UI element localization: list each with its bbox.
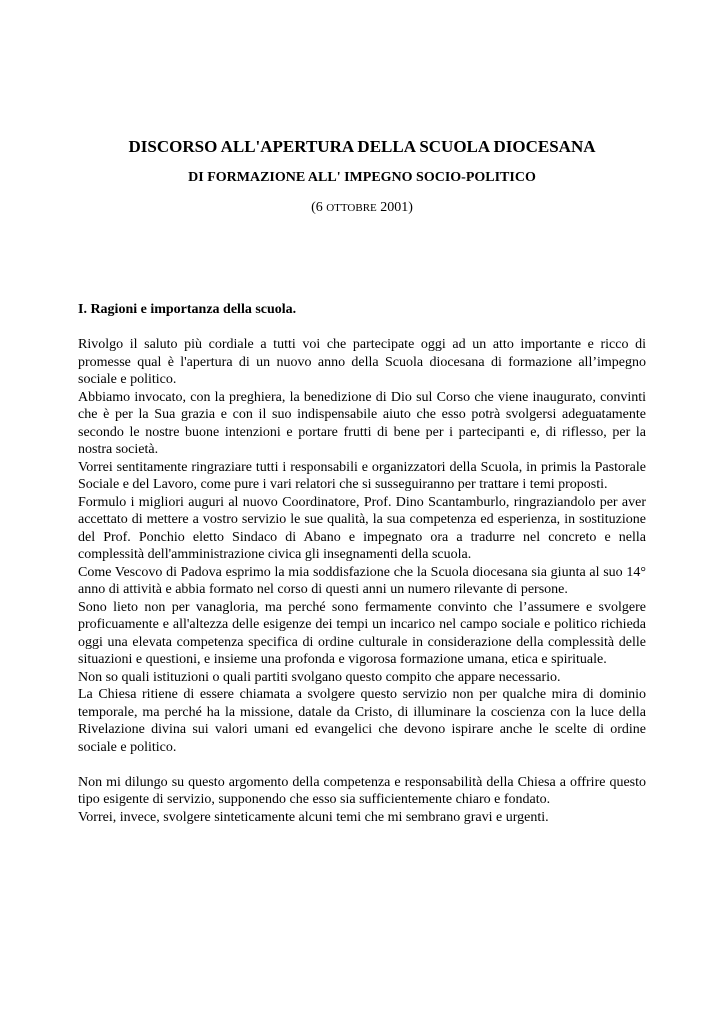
paragraph: Rivolgo il saluto più cordiale a tutti voi che partecipate oggi ad un atto importante e ricco di promesse qual è l'apertura di un nuovo anno della Scuola diocesana di formazione all’impegno sociale e politico. [78, 337, 646, 387]
paragraph: Non so quali istituzioni o quali partiti svolgano questo compito che appare necessario. [78, 669, 561, 685]
paragraph-spacer [78, 756, 646, 774]
date-open: (6 [311, 200, 327, 215]
document-title: DISCORSO ALL'APERTURA DELLA SCUOLA DIOCESANA [128, 137, 596, 156]
paragraph: Non mi dilungo su questo argomento della competenza e responsabilità della Chiesa a offrire questo tipo esigente di servizio, supponendo che esso sia sufficientemente chiaro e fondato. [78, 774, 646, 807]
document-subtitle: DI FORMAZIONE ALL' IMPEGNO SOCIO-POLITICO [188, 170, 536, 185]
body-text [78, 336, 646, 826]
date-close: 2001) [376, 200, 413, 215]
paragraph: Come Vescovo di Padova esprimo la mia soddisfazione che la Scuola diocesana sia giunta al suo 14° anno di attività e abbia formato nel corso di questi anni un numero rilevante di persone. [78, 564, 646, 597]
section-heading: I. Ragioni e importanza della scuola. [78, 302, 297, 317]
document-date [0, 200, 724, 216]
paragraph: Vorrei, invece, svolgere sinteticamente alcuni temi che mi sembrano gravi e urgenti. [78, 809, 549, 825]
paragraph: La Chiesa ritiene di essere chiamata a svolgere questo servizio non per qualche mira di dominio temporale, ma perché ha la missione, datale da Cristo, di illuminare la coscienza con la luce della Rivelazione divina sui valori umani ed evangelici che devono ispirare anche le scelte di ordine sociale e politico. [78, 687, 646, 755]
date-month: OTTOBRE [326, 202, 377, 214]
paragraph: Sono lieto non per vanagloria, ma perché sono fermamente convinto che l’assumere e svolgere proficuamente e all'altezza delle esigenze dei tempi un incarico nel campo sociale e politico richieda oggi una elevata competenza specifica di ordine culturale in considerazione della complessità delle situazioni e questioni, e insieme una profonda e vigorosa formazione umana, etica e spirituale. [78, 599, 646, 667]
paragraph: Vorrei sentitamente ringraziare tutti i responsabili e organizzatori della Scuola, in primis la Pastorale Sociale e del Lavoro, come pure i vari relatori che si susseguiranno per trattare i temi proposti. [78, 459, 646, 492]
paragraph: Formulo i migliori auguri al nuovo Coordinatore, Prof. Dino Scantamburlo, ringraziandolo per aver accettato di mettere a vostro servizio le sue qualità, la sua competenza ed esperienza, in sostituzione del Prof. Ponchio eletto Sindaco di Abano e impegnato ora a tradurre nel concreto e nella complessità dell'amministrazione civica gli insegnamenti della scuola. [78, 494, 646, 562]
paragraph: Abbiamo invocato, con la preghiera, la benedizione di Dio sul Corso che viene inaugurato, convinti che è per la Sua grazia e con il suo indispensabile aiuto che esso potrà svolgersi adeguatamente secondo le nostre buone intenzioni e portare frutti di bene per i partecipanti e, di riflesso, per la nostra società. [78, 389, 646, 457]
